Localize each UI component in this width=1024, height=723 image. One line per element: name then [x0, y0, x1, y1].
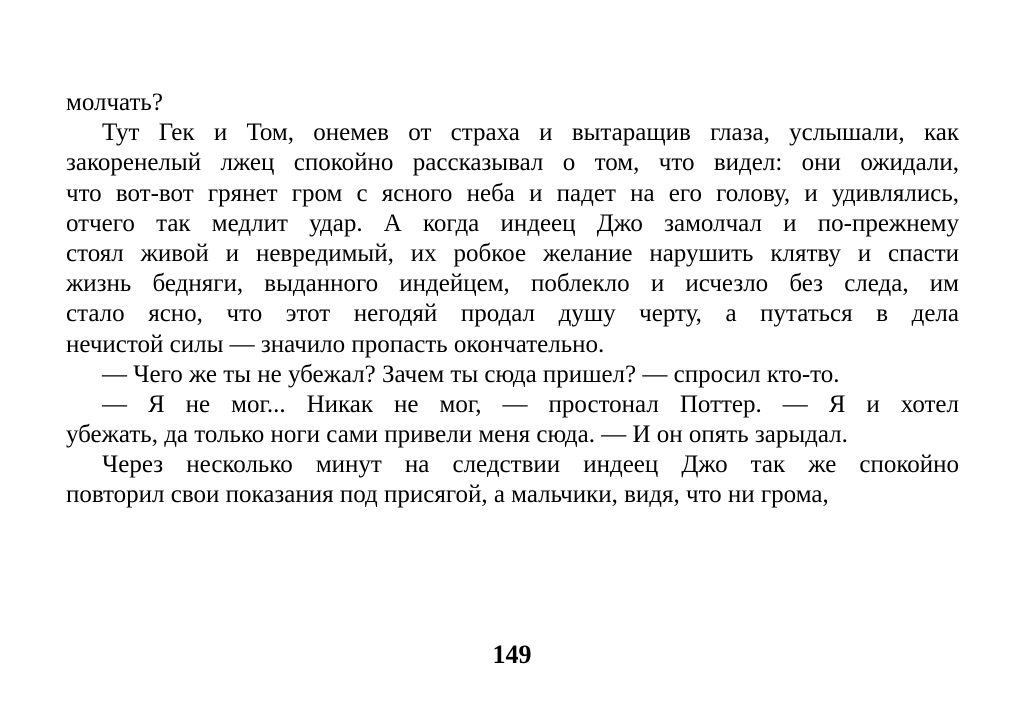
- text-line: — Я не мог... Никак не мог, — простонал Поттер. — Я и хотел: [102, 390, 959, 418]
- text-line: стоял живой и невредимый, их робкое желание нарушить клятву и спасти: [66, 239, 959, 267]
- page-number: 149: [492, 640, 532, 669]
- text-line: нечистой силы — значило пропасть окончательно.: [66, 330, 605, 358]
- body-text: [66, 88, 959, 511]
- text-line: — Чего же ты не убежал? Зачем ты сюда пришел? — спросил кто-то.: [102, 360, 840, 388]
- text-line: отчего так медлит удар. А когда индеец Джо замолчал и по-прежнему: [66, 209, 959, 237]
- text-line: молчать?: [66, 89, 163, 116]
- text-line: Через несколько минут на следствии индеец Джо так же спокойно: [102, 451, 959, 479]
- text-line: убежать, да только ноги сами привели меня сюда. — И он опять зарыдал.: [66, 421, 848, 449]
- text-line: жизнь бедняги, выданного индейцем, поблекло и исчезло без следа, им: [66, 270, 959, 298]
- text-line: закоренелый лжец спокойно рассказывал о том, что видел: они ожидали,: [66, 149, 959, 177]
- text-line: стало ясно, что этот негодяй продал душу черту, а путаться в дела: [66, 300, 959, 328]
- text-line: Тут Гек и Том, онемев от страха и вытаращив глаза, услышали, как: [102, 119, 959, 147]
- text-line: повторил свои показания под присягой, а мальчики, видя, что ни грома,: [66, 481, 829, 509]
- text-line: что вот-вот грянет гром с ясного неба и падет на его голову, и удивлялись,: [66, 179, 959, 207]
